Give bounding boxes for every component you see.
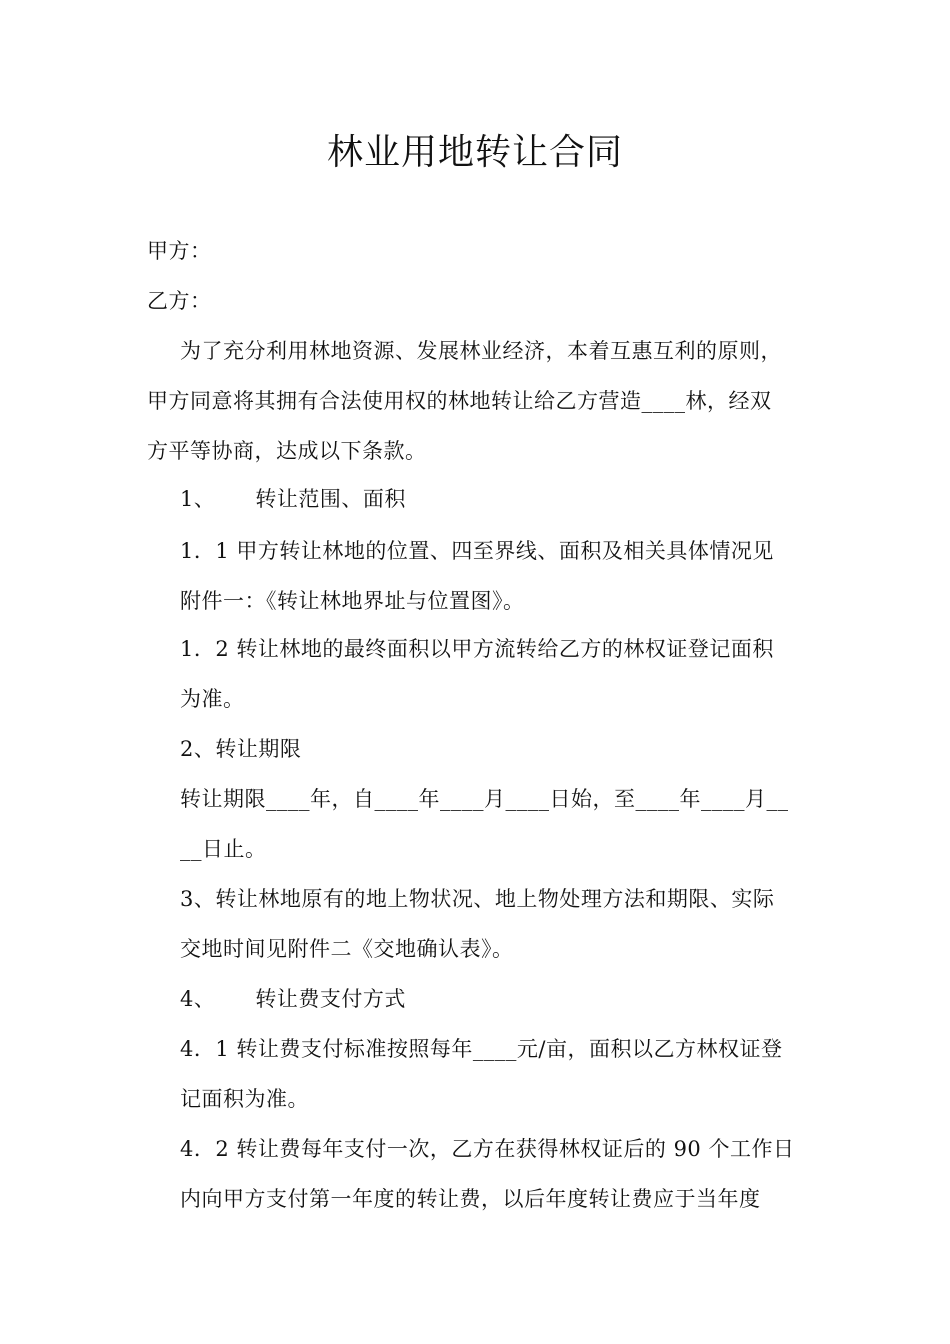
clause-4-1-line-2: 记面积为准。	[180, 1087, 309, 1111]
section-3-line-1: 3、转让林地原有的地上物状况、地上物处理方法和期限、实际	[180, 887, 775, 911]
clause-4-2-line-1: 4．2 转让费每年支付一次，乙方在获得林权证后的 90 个工作日	[180, 1137, 795, 1161]
section-4-title: 转让费支付方式	[255, 987, 406, 1011]
document-title: 林业用地转让合同	[326, 132, 623, 173]
intro-line-3: 方平等协商，达成以下条款。	[147, 439, 427, 463]
clause-1-2-line-1: 1．2 转让林地的最终面积以甲方流转给乙方的林权证登记面积	[180, 637, 774, 661]
section-1-heading	[180, 484, 406, 514]
clause-1-1-line-1: 1．1 甲方转让林地的位置、四至界线、面积及相关具体情况见	[180, 539, 774, 563]
section-2-line-2: __日止。	[180, 837, 267, 861]
clause-1-2-line-2: 为准。	[180, 687, 245, 711]
section-3-line-2: 交地时间见附件二《交地确认表》。	[180, 937, 514, 961]
intro-line-1: 为了充分利用林地资源、发展林业经济，本着互惠互利的原则，	[180, 339, 782, 363]
party-b-label: 乙方：	[147, 289, 212, 313]
clause-1-1-line-2: 附件一：《转让林地界址与位置图》。	[180, 589, 525, 613]
section-4-number: 4、	[180, 987, 216, 1011]
section-2-heading: 2、转让期限	[180, 737, 302, 761]
section-1-title: 转让范围、面积	[255, 487, 406, 511]
clause-4-2-line-2: 内向甲方支付第一年度的转让费，以后年度转让费应于当年度	[180, 1187, 761, 1211]
section-4-heading	[180, 984, 406, 1014]
section-1-number: 1、	[180, 487, 216, 511]
clause-4-1-line-1: 4．1 转让费支付标准按照每年____元/亩，面积以乙方林权证登	[180, 1037, 783, 1061]
section-2-line-1: 转让期限____年，自____年____月____日始，至____年____月__	[180, 787, 789, 811]
party-a-label: 甲方：	[147, 239, 212, 263]
intro-line-2: 甲方同意将其拥有合法使用权的林地转让给乙方营造____林，经双	[147, 389, 772, 413]
